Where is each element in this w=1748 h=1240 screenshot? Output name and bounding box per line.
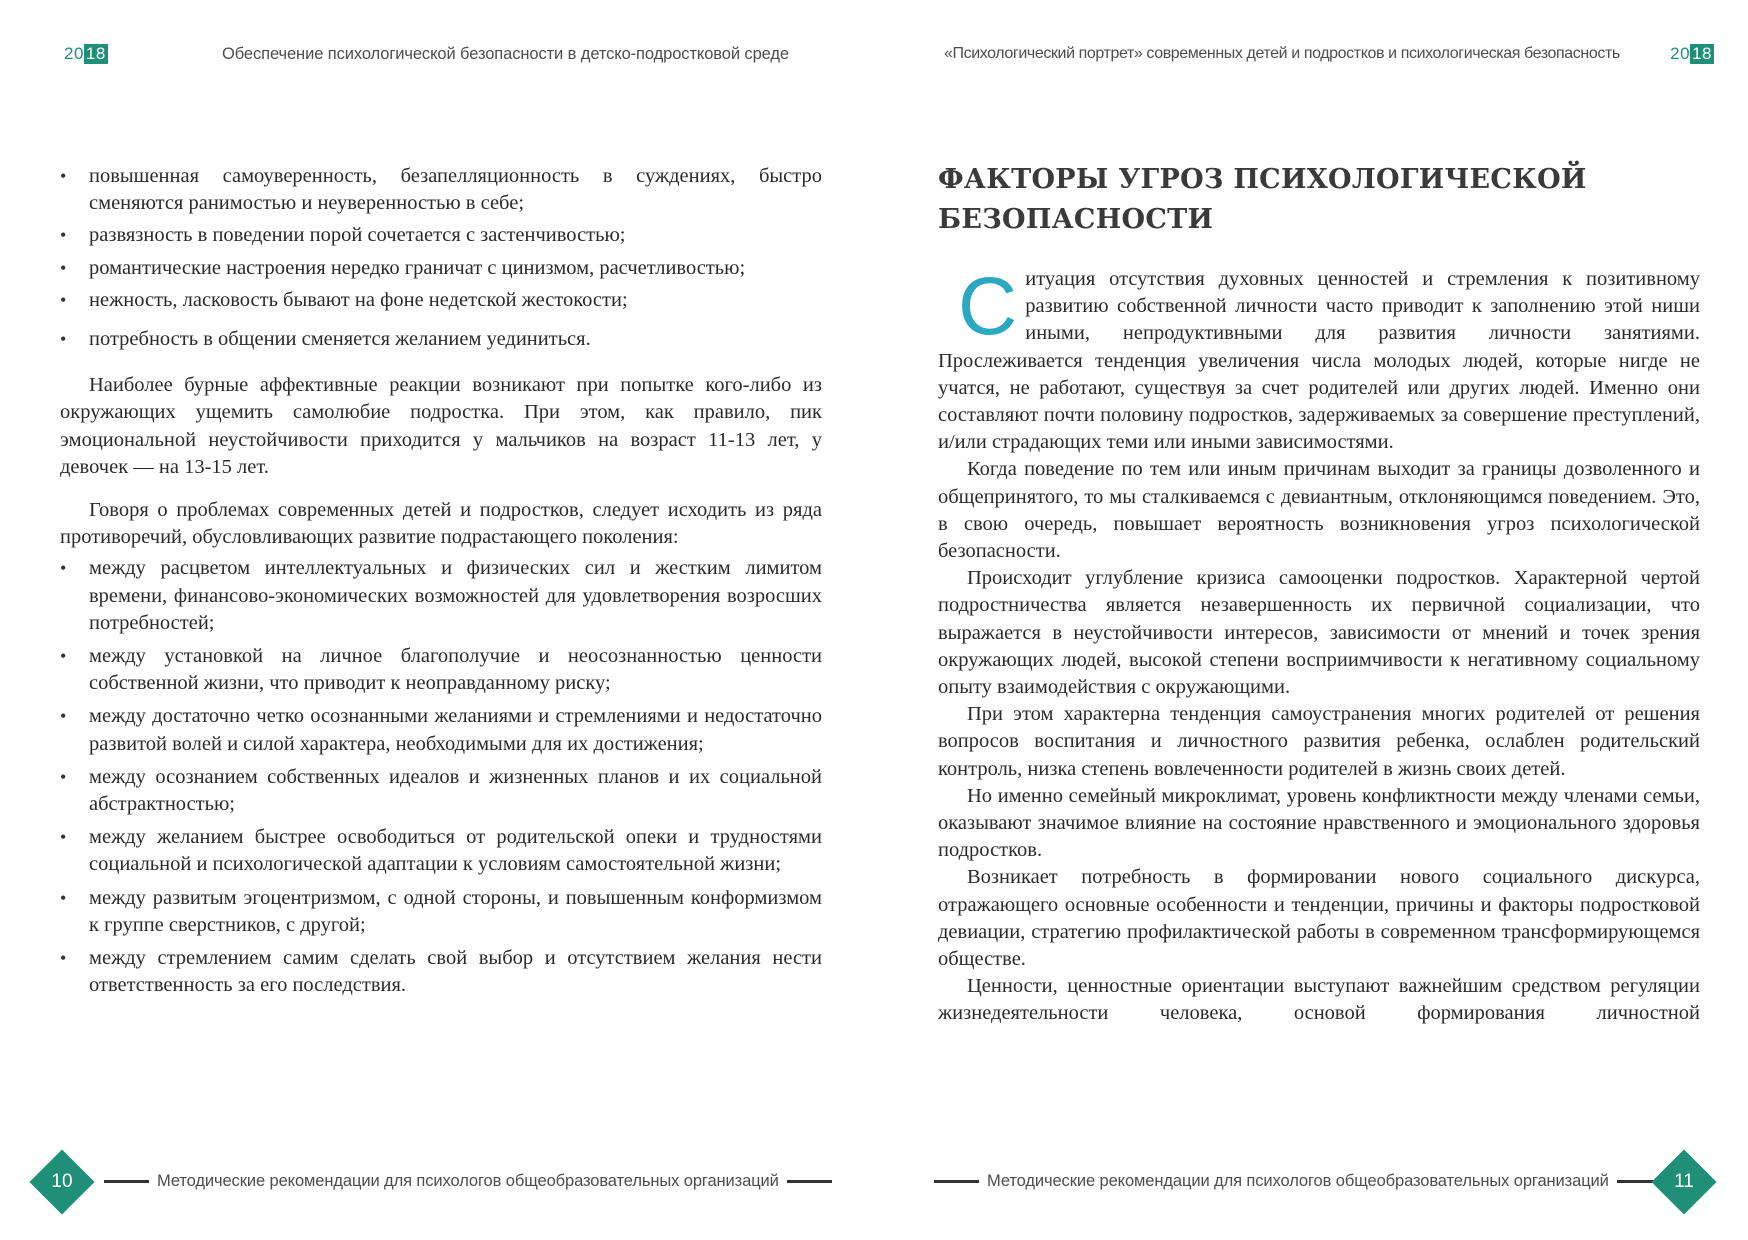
- list-item: • романтические настроения нередко граничат с цинизмом, расчетливостью;: [60, 255, 822, 282]
- year-box: 18: [85, 44, 106, 63]
- list-item: • между желанием быстрее освободиться от родительской опеки и трудностями социальной и психологической адаптации к условиям самостоятельной жизни;: [60, 824, 822, 878]
- list-item: • между развитым эгоцентризмом, с одной стороны, и повышенным конформизмом к группе сверстников, с другой;: [60, 885, 822, 939]
- list-item: • нежность, ласковость бывают на фоне недетской жестокости;: [60, 287, 822, 314]
- year-mark: [64, 44, 108, 64]
- list-item: • повышенная самоуверенность, безапелляционность в суждениях, быстро сменяются ранимостью и неуверенностью в себе;: [60, 163, 822, 217]
- paragraph-text: итуация отсутствия духовных ценностей и стремления к позитивному развитию собственной личности часто приводит к заполнению этой ниши иными, непродуктивными для развития личности занятиями. Прослеживается тенденция увеличения числа молодых людей, которые нигде не учатся, не работают, существуя за счет родителей или других людей. Именно они составляют почти половину подростков, задерживаемых за совершение преступлений, и/или страдающих теми или иными зависимостями.: [938, 268, 1700, 454]
- running-head: «Психологический портрет» современных детей и подростков и психологическая безопасность: [944, 45, 1620, 62]
- footer: [104, 1172, 832, 1191]
- left-body: [60, 163, 822, 1005]
- footer-text: Методические рекомендации для психологов общеобразовательных организаций: [157, 1172, 779, 1190]
- bullet-list: [60, 555, 822, 999]
- list-item: • между осознанием собственных идеалов и жизненных планов и их социальной абстрактностью;: [60, 764, 822, 818]
- paragraph: [938, 261, 1700, 456]
- footer-text: Методические рекомендации для психологов общеобразовательных организаций: [987, 1172, 1609, 1190]
- paragraph: Возникает потребность в формировании нового социального дискурса, отражающего основные особенности и тенденции, причины и факторы подростковой девиации, стратегию профилактической работы в современном трансформирующемся обществе.: [938, 866, 1700, 971]
- page-number: 11: [1674, 1171, 1694, 1192]
- right-page: [874, 0, 1748, 1240]
- footer-rule: [104, 1180, 149, 1183]
- page-number: 10: [51, 1171, 73, 1192]
- footer: [934, 1172, 1662, 1191]
- list-item: • развязность в поведении порой сочетается с застенчивостью;: [60, 222, 822, 249]
- list-item: • между стремлением самим сделать свой выбор и отсутствием желания нести ответственность за его последствия.: [60, 945, 822, 999]
- paragraph: Наиболее бурные аффективные реакции возникают при попытке кого-либо из окружающих ущемить самолюбие подростка. При этом, как правило, пик эмоциональной неустойчивости приходится у мальчиков на возраст 11-13 лет, у девочек — на 13-15 лет.: [60, 374, 822, 478]
- paragraph: Ценности, ценностные ориентации выступают важнейшим средством регуляции жизнедеятельности человека, основой формирования личностной: [938, 975, 1700, 1025]
- year-mark: [1670, 44, 1714, 64]
- paragraph: Говоря о проблемах современных детей и подростков, следует исходить из ряда противоречий, обусловливающих развитие подрастающего поколения:: [60, 499, 822, 549]
- footer-rule: [934, 1180, 979, 1183]
- list-item: • потребность в общении сменяется желанием уединиться.: [60, 326, 822, 353]
- year-prefix: 20: [64, 44, 84, 63]
- running-head: Обеспечение психологической безопасности в детско-подростковой среде: [222, 45, 789, 63]
- list-item: • между расцветом интеллектуальных и физических сил и жестким лимитом времени, финансово-экономических возможностей для удовлетворения возросших потребностей;: [60, 555, 822, 637]
- page-number-badge: [1652, 1150, 1716, 1214]
- paragraph: При этом характерна тенденция самоустранения многих родителей от решения вопросов воспитания и личностного развития ребенка, ослаблен родительский контроль, низка степень вовлеченности родителей в жизнь своих детей.: [938, 703, 1700, 780]
- paragraph: Когда поведение по тем или иным причинам выходит за границы дозволенного и общепринятого, то мы сталкиваемся с девиантным, отклоняющимся поведением. Это, в свою очередь, повышает вероятность возникновения угроз психологической безопасности.: [938, 458, 1700, 563]
- paragraph: Но именно семейный микроклимат, уровень конфликтности между членами семьи, оказывают значимое влияние на состояние нравственного и эмоционального здоровья подростков.: [938, 784, 1700, 862]
- list-item: • между установкой на личное благополучие и неосознанностью ценности собственной жизни, что приводит к неоправданному риску;: [60, 643, 822, 697]
- list-item: • между достаточно четко осознанными желаниями и стремлениями и недостаточно развитой волей и силой характера, необходимыми для их достижения;: [60, 703, 822, 757]
- right-body: [938, 160, 1700, 1028]
- footer-rule: [787, 1180, 832, 1183]
- bullet-list: [60, 163, 822, 353]
- section-heading: ФАКТОРЫ УГРОЗ ПСИХОЛОГИЧЕСКОЙ БЕЗОПАСНОСТИ: [938, 164, 1587, 235]
- year-box: 18: [1692, 44, 1712, 63]
- paragraph: Происходит углубление кризиса самооценки подростков. Характерной чертой подростничества является незавершенность их первичной социализации, что выражается в неустойчивости интересов, зависимости от мнений и точек зрения окружающих людей, высокой степени восприимчивости к негативному социальному опыту взаимодействия с окружающими.: [938, 567, 1700, 699]
- page-number-badge: [30, 1150, 94, 1214]
- dropcap: С: [958, 261, 1018, 352]
- year-prefix: 20: [1670, 44, 1691, 63]
